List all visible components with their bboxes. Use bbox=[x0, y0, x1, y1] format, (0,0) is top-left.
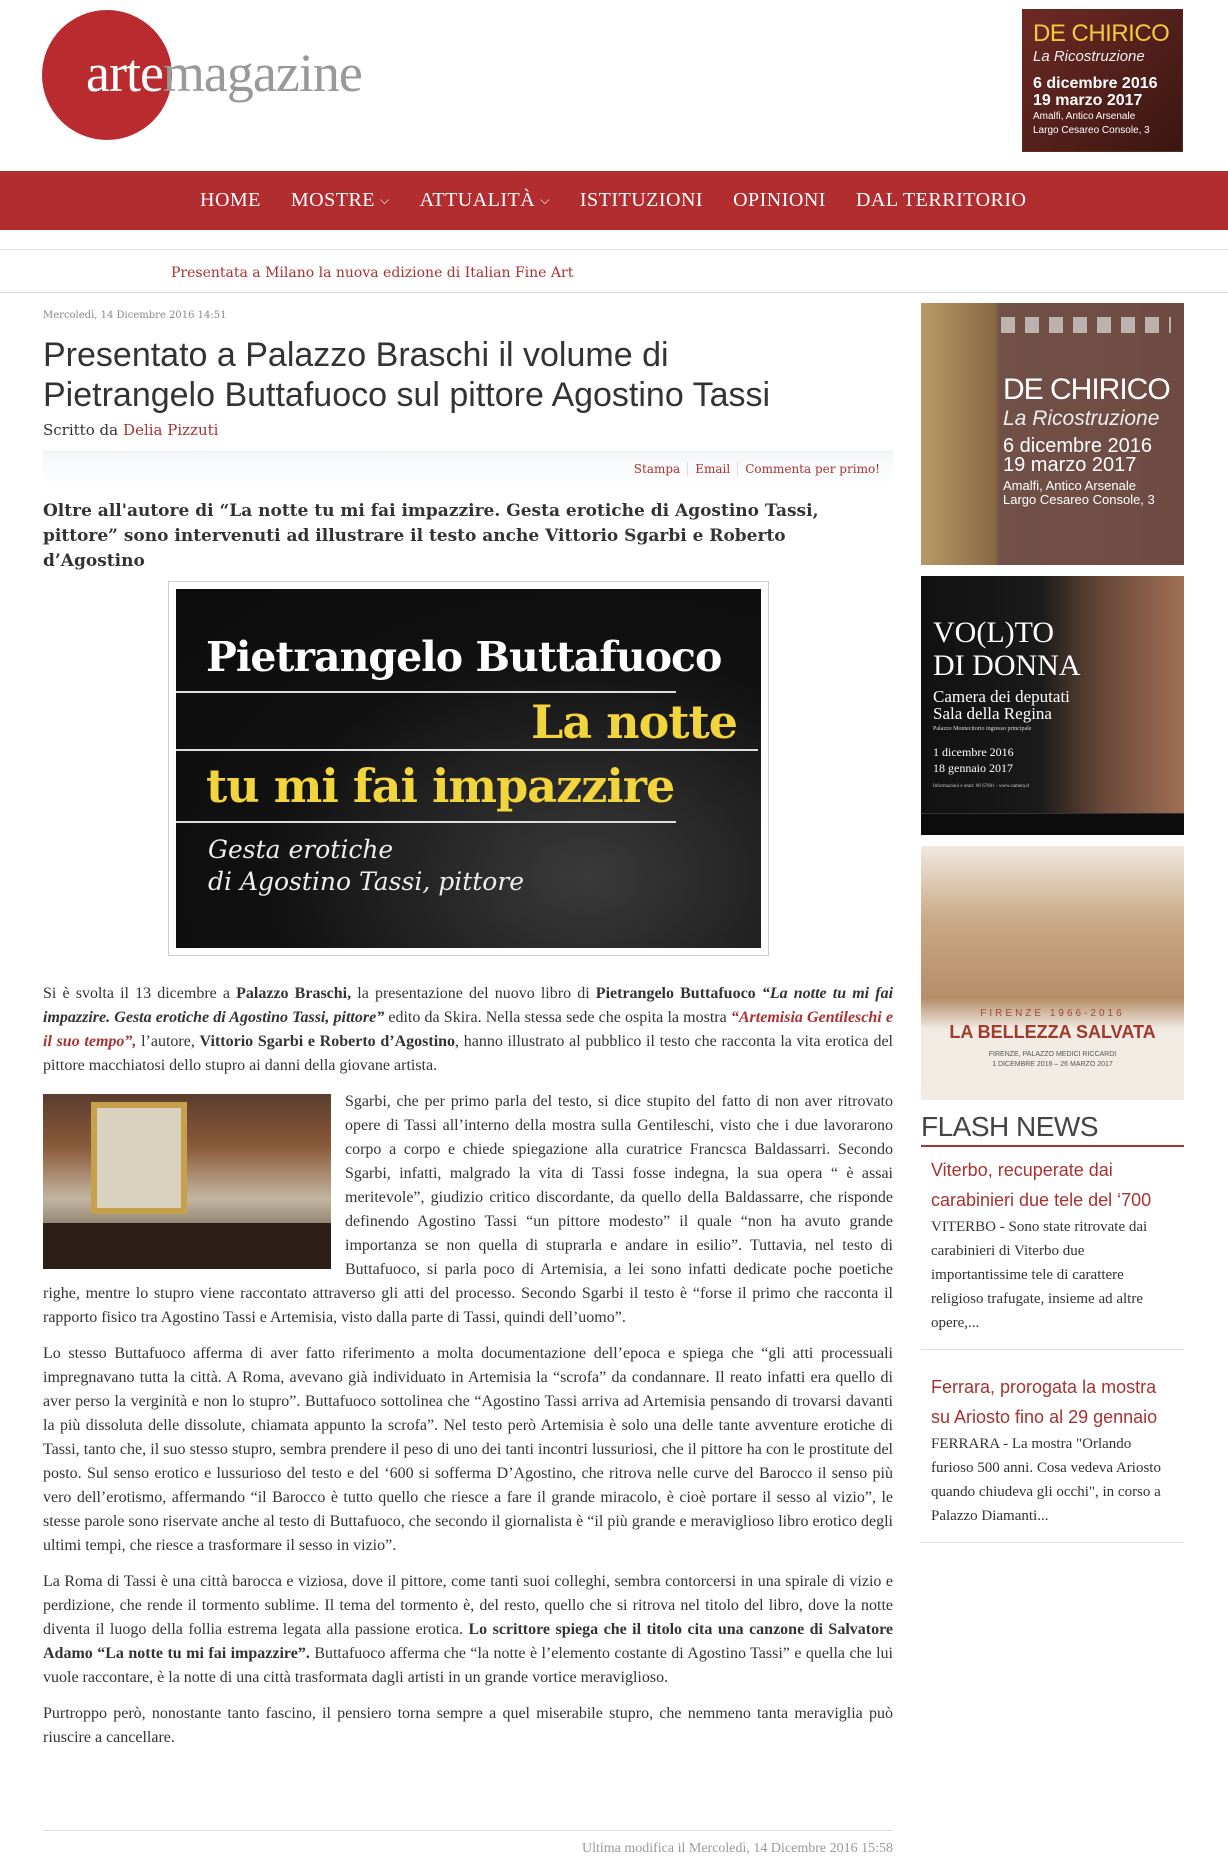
article-title: Presentato a Palazzo Braschi il volume di Pietrangelo Buttafuoco sul pittore Agostino Tassi bbox=[43, 336, 771, 414]
site-header bbox=[0, 0, 1228, 171]
nav-mostre[interactable]: MOSTRE ⌵ bbox=[290, 189, 390, 211]
main-navigation bbox=[0, 171, 1228, 230]
nav-opinioni[interactable]: OPINIONI bbox=[733, 189, 826, 211]
chevron-down-icon: ⌵ bbox=[380, 193, 390, 207]
cover-subtitle-line2: di Agostino Tassi, pittore bbox=[208, 867, 525, 896]
ticker-link[interactable]: Presentata a Milano la nuova edizione di Italian Fine Art bbox=[171, 265, 574, 281]
ad-date-start: 6 dicembre 2016 bbox=[1033, 75, 1158, 92]
ad-subtitle: La Ricostruzione bbox=[1033, 48, 1145, 65]
paragraph: Si è svolta il 13 dicembre a Palazzo Braschi, la presentazione del nuovo libro di Pietrangelo Buttafuoco “La notte tu mi fai impazzire. Gesta erotiche di Agostino Tassi, pittore” edito da Skira. Nella stessa sede che ospita la mostra “Artemisia Gentileschi e il suo tempo”, l’autore, Vittorio Sgarbi e Roberto d’Agostino, hanno illustrato al pubblico il testo che racconta la vita erotica del pittore macchiatosi dello stupro ai danni della giovane artista. bbox=[43, 985, 894, 1074]
paragraph: Sgarbi, che per primo parla del testo, si dice stupito del fatto di non aver ritrovato opere di Tassi all’interno della mostra sulla Gentileschi, visto che i due lavorarono corpo a corpo e chiede spiegazione alla curatrice Francsca Baldassarri. Secondo Sgarbi, infatti, malgrado la vita di Tassi fosse indegna, la sua opera “ è assai meritevole”, giudizio critico discordante, da quello della Baldassarre, che risponde definendo Agostino Tassi “un pittore modesto” il quale “non ha avuto grande importanza se non quella di stuprarla e andare in esilio”. Tuttavia, nel testo di Buttafuoco, si parla poco di Artemisia, a lei sono infatti dedicate poche poetiche righe, mentre lo stupro viene raccontato attraverso gli atti del processo. Secondo Sgarbi il testo è “forse il primo che racconta il rapporto fisico tra Agostino Tassi e Artemisia, visto dalla parte di Tassi, quindi dell’uomo”. bbox=[43, 1093, 893, 1326]
news-title-link[interactable]: Ferrara, prorogata la mostra su Ariosto fino al 29 gennaio bbox=[931, 1377, 1158, 1427]
paragraph: La Roma di Tassi è una città barocca e viziosa, dove il pittore, come tanti suoi colleghi, sembra contorcersi in una spirale di vizio e perdizione, che rende il tormento sublime. Il tema del tormento è, del resto, quello che si ritrova nel titolo del libro, dove la notte diventa il luogo della follia estrema legata alla passione erotica. Lo scrittore spiega che il titolo cita una canzone di Salvatore Adamo “La notte tu mi fai impazzire”. Buttafuoco afferma che “la notte è l’elemento costante di Agostino Tassi” e quella che lui vuole raccontare, è la notte di una città trasformata dagli artisti in un grande vortice meraviglioso. bbox=[43, 1573, 894, 1686]
ad-title: DE CHIRICO bbox=[1033, 20, 1170, 47]
book-cover-image bbox=[168, 581, 769, 956]
author-link[interactable]: Delia Pizzuti bbox=[123, 421, 219, 439]
news-title-link[interactable]: Viterbo, recuperate dai carabinieri due tele del ‘700 bbox=[931, 1160, 1152, 1210]
news-excerpt: FERRARA - La mostra "Orlando furioso 500 anni. Cosa vedeva Ariosto quando chiudeva gli occhi", in corso a Palazzo Diamanti... bbox=[931, 1436, 1161, 1524]
article-toolbar bbox=[43, 451, 893, 485]
news-ticker bbox=[0, 249, 1228, 293]
exhibition-link[interactable]: “Artemisia Gentileschi e il suo tempo”, bbox=[43, 1009, 893, 1050]
article-lead: Oltre all'autore di “La notte tu mi fai impazzire. Gesta erotiche di Agostino Tassi, pittore” sono intervenuti ad illustrare il testo anche Vittorio Sgarbi e Roberto d’Agostino bbox=[43, 501, 819, 571]
flash-news-heading: FLASH NEWS bbox=[921, 1111, 1184, 1147]
chevron-down-icon: ⌵ bbox=[540, 193, 550, 207]
ad-date-end: 19 marzo 2017 bbox=[1033, 92, 1143, 109]
nav-dal-territorio[interactable]: DAL TERRITORIO bbox=[855, 189, 1027, 211]
article-date: Mercoledì, 14 Dicembre 2016 14:51 bbox=[43, 310, 227, 321]
paragraph: Lo stesso Buttafuoco afferma di aver fatto riferimento a molta documentazione dell’epoca e spiega che “gli atti processuali impregnavano tutta la città. A Roma, avevano già individuato in Artemisia la “scrofa” da condannare. Il reato infatti era quello di aver perso la verginità e non lo stupro”. Buttafuoco sottolinea che “Agostino Tassi arriva ad Artemisia pensando di trovarsi davanti la più dissoluta delle dissolute, chiamata appunto la scrofa”. Nel testo però Artemisia è solo una delle tante avventure erotiche di Tassi, tanto che, il suo stesso stupro, sembra prendere il peso di uno dei tanti incontri lussuriosi, che il pittore ha con le prostitute del posto. Sul senso erotico e lussurioso del testo e del ‘600 si sofferma D’Agostino, che ritrova nelle curve del Barocco il senso più vero dell’erotismo, affermando “il Barocco è tutto quello che riesce a fare il grande miracolo, è cioè portare il sesso al vizio”, le stesse parole sono riservate anche al testo di Buttafuoco, che secondo il giornalista è “il più grande e meraviglioso libro erotico degli ultimi tempi, che riesce a trasformare il sesso in vizio”. bbox=[43, 1345, 893, 1554]
sidebar-ad-volto-di-donna[interactable]: VO(L)TO DI DONNA Camera dei deputati Sala della Regina Palazzo Montecitorio ingresso principale 1 dicembre 2016 18 gennaio 2017 Informazioni e orari: 06 67601 - www.camera.it bbox=[921, 576, 1184, 835]
article-body bbox=[43, 982, 893, 1762]
byline-label: Scritto da bbox=[43, 421, 119, 439]
event-photo bbox=[43, 1094, 331, 1269]
sidebar bbox=[921, 303, 1184, 1543]
article bbox=[43, 310, 894, 1856]
nav-attualita[interactable]: ATTUALITÀ ⌵ bbox=[419, 189, 550, 211]
print-link[interactable]: Stampa bbox=[633, 461, 681, 476]
cover-author: Pietrangelo Buttafuoco bbox=[206, 633, 722, 681]
news-item bbox=[921, 1147, 1184, 1350]
sponsor-logos bbox=[1001, 317, 1171, 333]
news-item bbox=[921, 1364, 1184, 1543]
article-byline bbox=[43, 421, 893, 439]
cover-title-line2: tu mi fai impazzire bbox=[206, 759, 675, 813]
logo-text: artemagazine bbox=[86, 43, 362, 103]
sidebar-ad-de-chirico[interactable]: DE CHIRICO La Ricostruzione 6 dicembre 2016 19 marzo 2017 Amalfi, Antico Arsenale Largo Cesareo Console, 3 bbox=[921, 303, 1184, 565]
header-ad-banner[interactable] bbox=[1022, 9, 1183, 152]
cover-subtitle-line1: Gesta erotiche bbox=[208, 835, 394, 864]
ad-address: Largo Cesareo Console, 3 bbox=[1033, 125, 1150, 136]
paragraph: Purtroppo però, nonostante tanto fascino, il pensiero torna sempre a quel miserabile stupro, che nemmeno tanta meraviglia può riuscire a cancellare. bbox=[43, 1705, 893, 1746]
last-modified: Ultima modifica il Mercoledì, 14 Dicembre 2016 15:58 bbox=[43, 1830, 893, 1856]
cover-title-line1: La notte bbox=[531, 695, 738, 749]
nav-home[interactable]: HOME bbox=[200, 189, 261, 211]
site-logo[interactable] bbox=[42, 10, 402, 140]
comment-link[interactable]: Commenta per primo! bbox=[737, 462, 887, 476]
sidebar-ad-bellezza-salvata[interactable]: FIRENZE 1966-2016 LA BELLEZZA SALVATA FIRENZE, PALAZZO MEDICI RICCARDI 1 DICEMBRE 2016 – 26 MARZO 2017 bbox=[921, 846, 1184, 1100]
news-excerpt: VITERBO - Sono state ritrovate dai carabinieri di Viterbo due importantissime tele di carattere religioso trafugate, insieme ad altre opere,... bbox=[931, 1219, 1148, 1331]
ad-place: Amalfi, Antico Arsenale bbox=[1033, 111, 1136, 122]
email-link[interactable]: Email bbox=[687, 462, 737, 476]
nav-istituzioni[interactable]: ISTITUZIONI bbox=[579, 189, 704, 211]
